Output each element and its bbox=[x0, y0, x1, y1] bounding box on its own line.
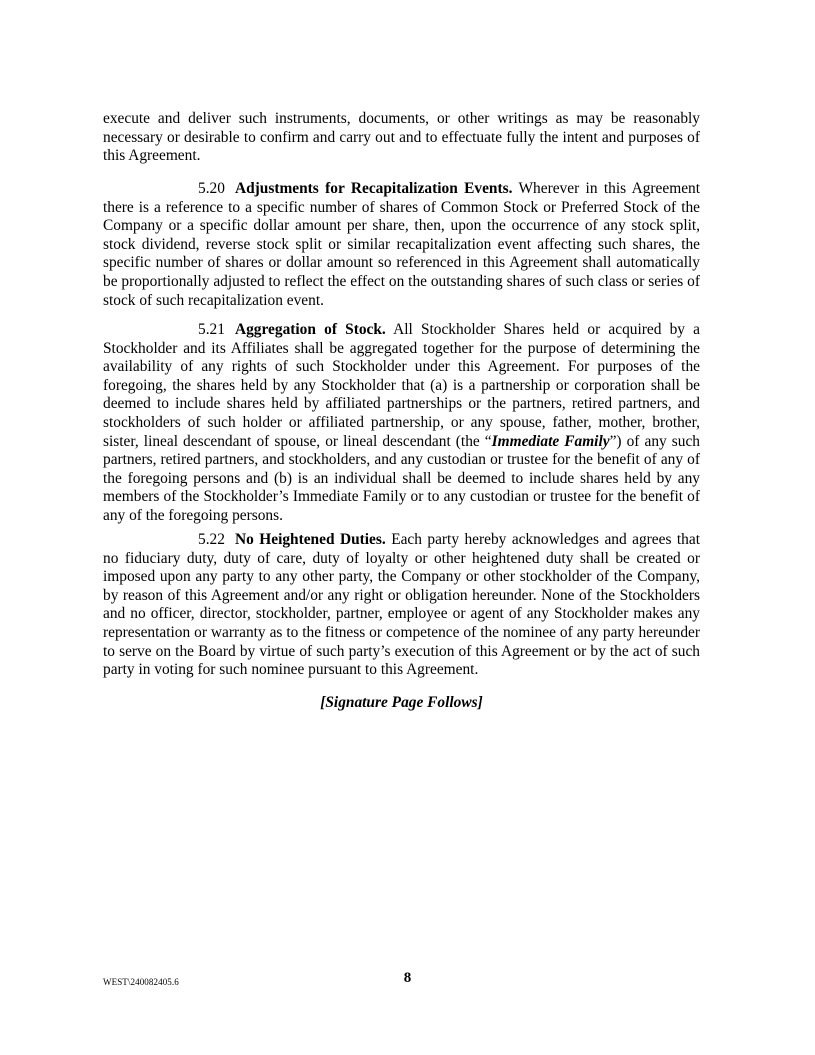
continuation-paragraph: execute and deliver such instruments, documents, or other writings as may be reasonably necessary or desirable to confirm and carry out and to effectuate fully the intent and purposes of this Agreement. bbox=[103, 110, 700, 165]
section-body-continued: ”) of any such partners, retired partners, and stockholders, and any custodian or trustee for the benefit of any of the foregoing persons and (b) is an individual shall be deemed to include shares held by any members of the Stockholder’s Immediate Family or to any custodian or trustee for the benefit of any of the foregoing persons. bbox=[103, 432, 701, 524]
defined-term: Immediate Family bbox=[491, 432, 610, 450]
section-body: Wherever in this Agreement there is a reference to a specific number of shares of Common Stock or Preferred Stock of the Company or a specific dollar amount per share, then, upon the occurrence of any stock split, stock dividend, reverse stock split or similar recapitalization event affecting such shares, the specific number of shares or dollar amount so referenced in this Agreement shall automatically be proportionally adjusted to reflect the effect on the outstanding shares of such class or series of stock of such recapitalization event. bbox=[103, 180, 700, 309]
page-number: 8 bbox=[403, 970, 412, 986]
section-heading: Aggregation of Stock. bbox=[235, 321, 386, 338]
section-number: 5.22 bbox=[198, 531, 225, 548]
section-number: 5.21 bbox=[198, 321, 225, 338]
section-body: All Stockholder Shares held or acquired by a Stockholder and its Affiliates shall be aggregated together for the purpose of determining the availability of any rights of such Stockholder under this Agreement. For purposes of the foregoing, the shares held by any Stockholder that (a) is a partnership or corporation shall be deemed to include shares held by affiliated partnerships or the partners, retired partners, and stockholders of such holder or affiliated partnership, or any spouse, father, mother, brother, sister, lineal descendant of spouse, or lineal descendant (the “ bbox=[103, 321, 700, 450]
section-heading: Adjustments for Recapitalization Events. bbox=[235, 180, 513, 197]
section-5-21 bbox=[103, 321, 700, 526]
section-5-22 bbox=[103, 531, 700, 680]
section-number: 5.20 bbox=[198, 180, 225, 197]
signature-page-note: [Signature Page Follows] bbox=[320, 694, 483, 711]
document-id: WEST\240082405.6 bbox=[103, 977, 179, 987]
section-5-20 bbox=[103, 180, 700, 310]
section-body: Each party hereby acknowledges and agrees that no fiduciary duty, duty of care, duty of loyalty or other heightened duty shall be created or imposed upon any party to any other party, the Company or other stockholder of the Company, by reason of this Agreement and/or any right or obligation hereunder. None of the Stockholders and no officer, director, stockholder, partner, employee or agent of any Stockholder makes any representation or warranty as to the fitness or competence of the nominee of any party hereunder to serve on the Board by virtue of such party’s execution of this Agreement or by the act of such party in voting for such nominee pursuant to this Agreement. bbox=[103, 531, 700, 679]
section-heading: No Heightened Duties. bbox=[235, 531, 386, 548]
